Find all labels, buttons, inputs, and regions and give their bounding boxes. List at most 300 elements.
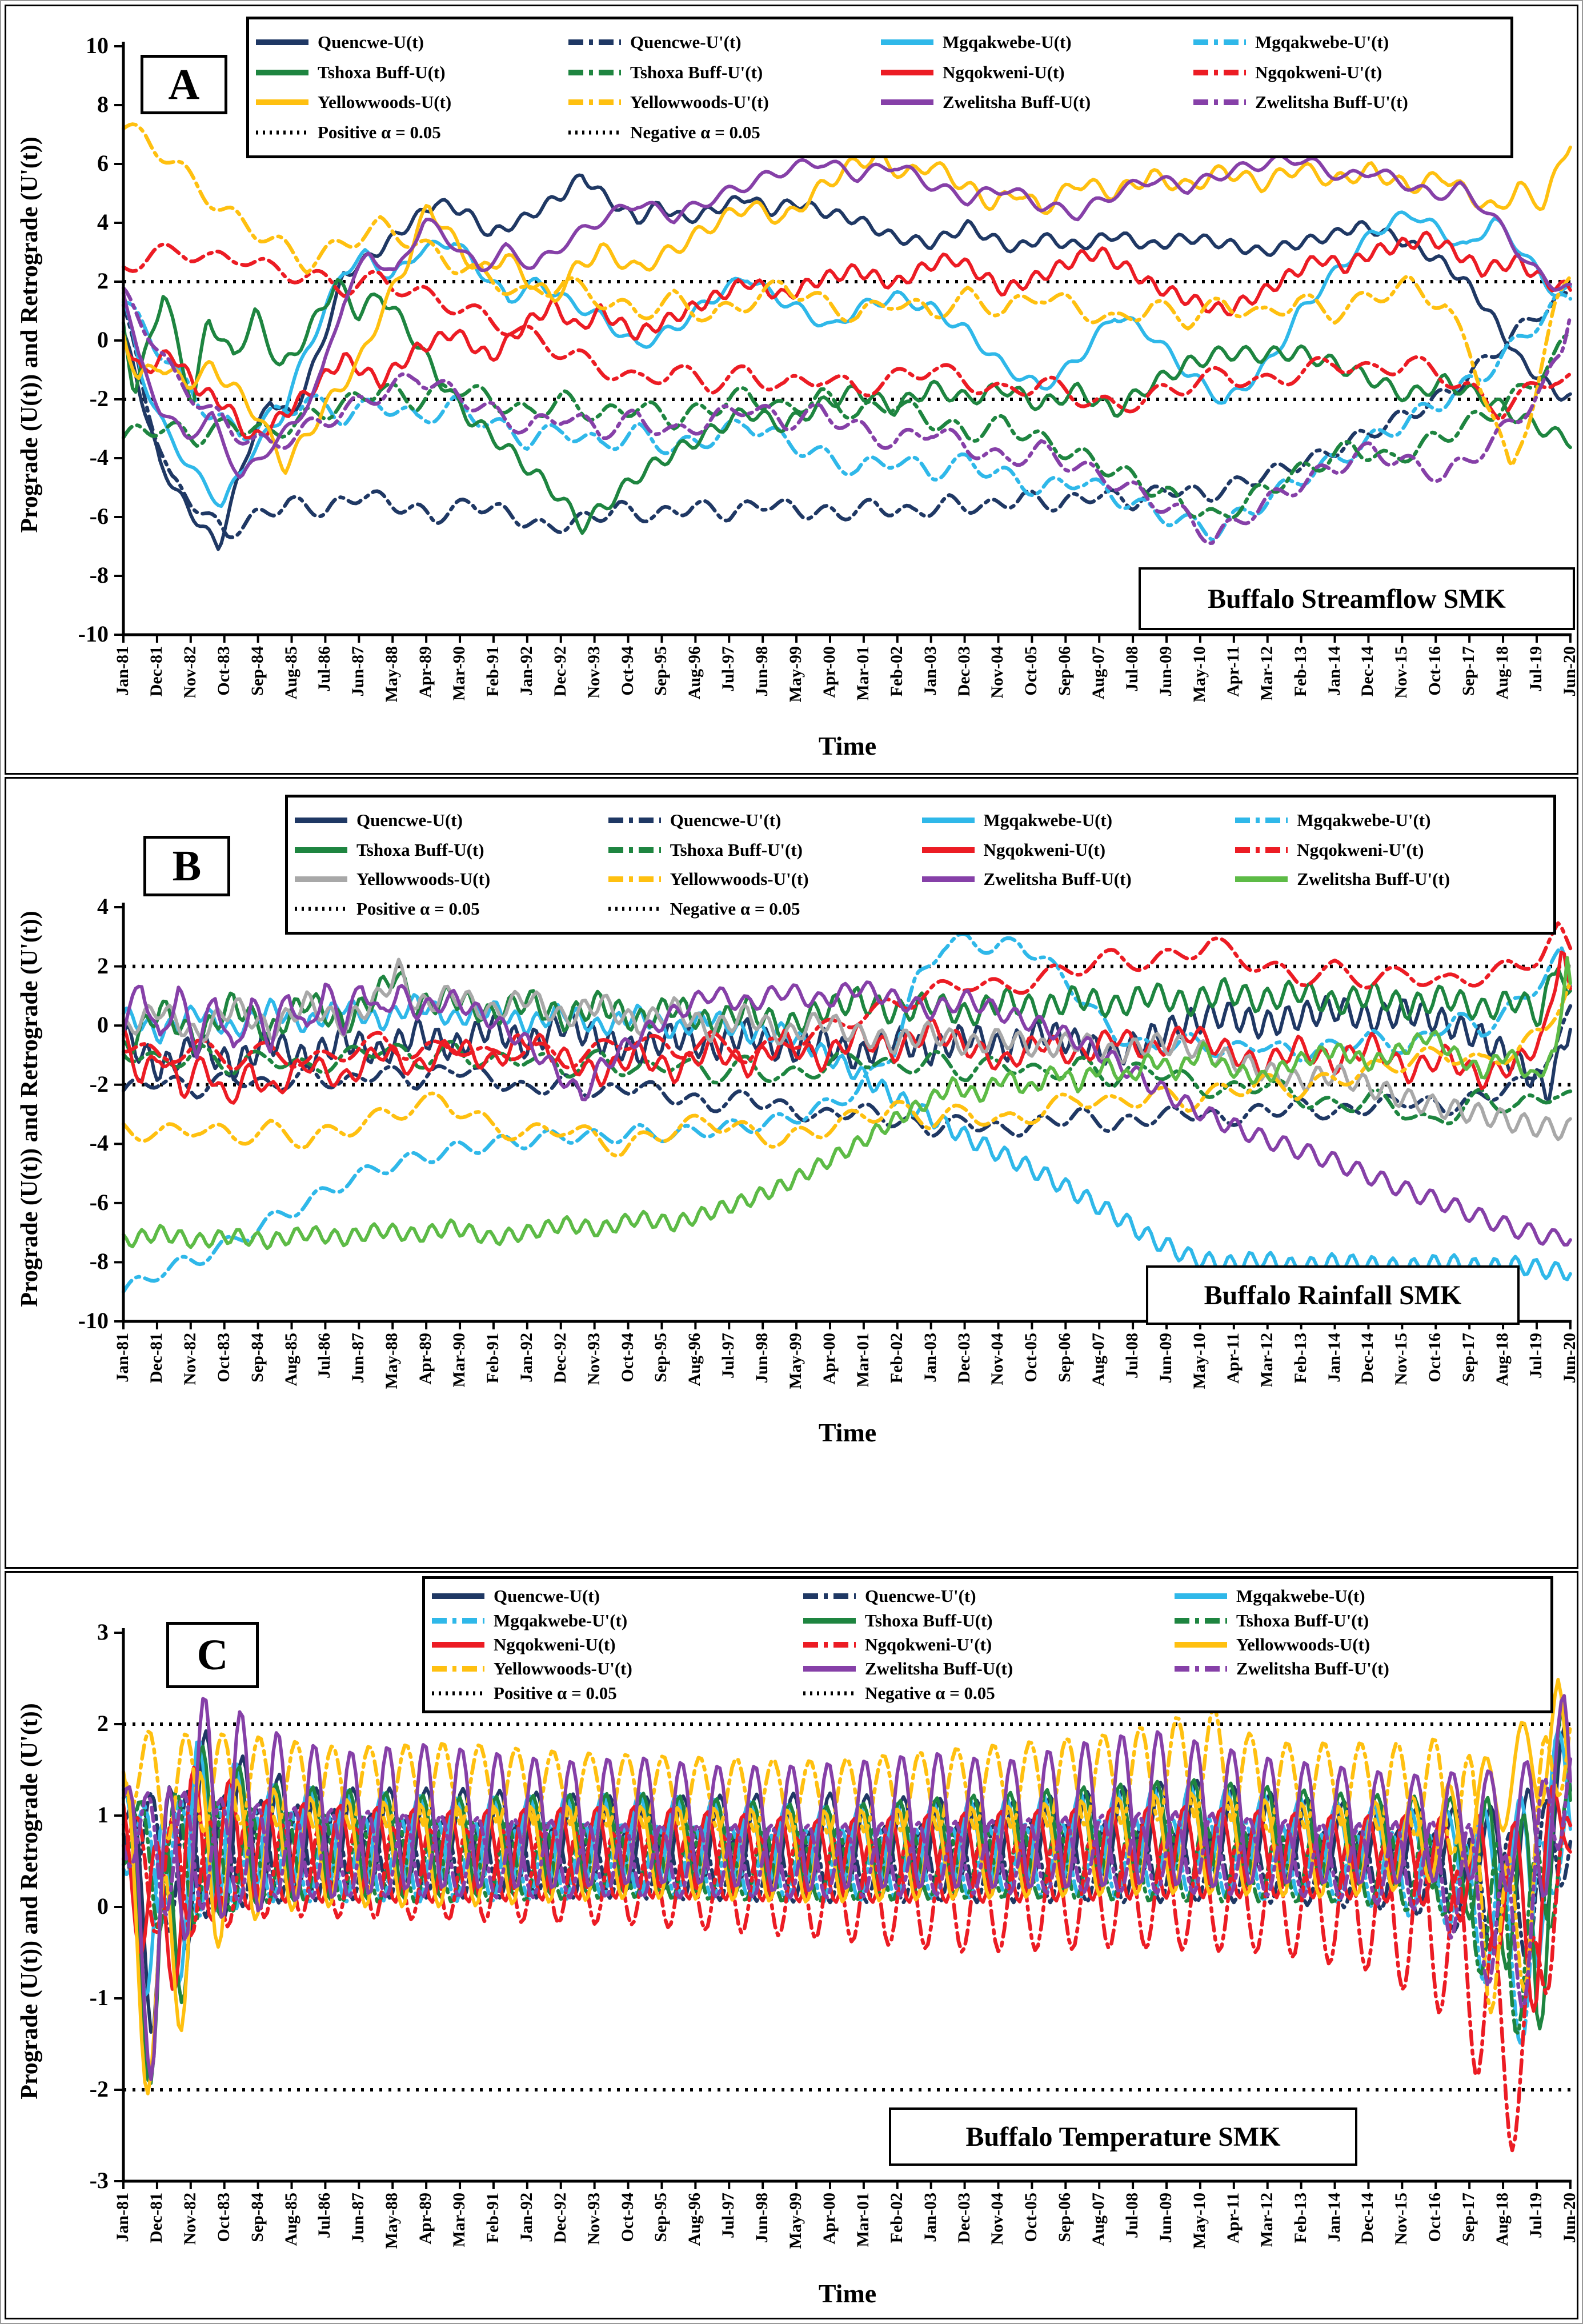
legend-item [255,32,567,53]
legend-swatch-solid-icon [921,815,976,826]
x-tick-label: Jun-20 [1560,2193,1579,2243]
x-tick-label: Oct-16 [1425,1333,1445,1383]
x-tick-label: Mar-12 [1257,2193,1276,2247]
legend-label: Yellowwoods-U(t) [1236,1634,1370,1654]
legend-label: Tshoxa Buff-U(t) [865,1610,993,1630]
x-tick-label: Mar-01 [853,646,872,701]
x-tick-label: Sep-06 [1055,2193,1075,2242]
x-tick-label: Aug-85 [281,646,300,700]
x-tick-label: Sep-95 [651,646,671,696]
x-tick-label: Sep-95 [651,2193,671,2242]
x-tick-label: Jun-87 [348,646,368,697]
y-axis-label-wrap [10,884,50,1333]
legend-swatch-solid-icon [802,1616,857,1626]
y-tick-label: 2 [97,1710,109,1736]
legend-label: Ngqokweni-U'(t) [865,1634,992,1654]
legend-item [567,92,880,113]
chart-title-badge: Buffalo Temperature SMK [889,2107,1357,2166]
legend-item [1192,32,1505,53]
y-tick-label: -6 [89,503,109,529]
x-tick-label: Nov-15 [1392,1333,1411,1385]
y-tick-label: 8 [97,91,109,117]
x-tick-label: Nov-93 [584,2193,603,2245]
x-tick-label: Jul-08 [1123,1333,1142,1379]
legend-a [246,17,1513,158]
x-tick-label: Jan-81 [113,646,132,696]
x-tick-label: Jul-97 [719,646,738,692]
legend-item [1173,1610,1545,1631]
x-tick-label: Dec-14 [1358,2193,1377,2243]
x-tick-label: Jun-09 [1156,2193,1175,2243]
x-tick-label: Jan-81 [113,1333,132,1383]
y-tick-label: 10 [86,33,109,58]
x-tick-label: Dec-14 [1358,646,1377,697]
x-tick-label: May-99 [786,1333,805,1389]
y-tick-label: 1 [97,1802,109,1828]
x-tick-label: Sep-06 [1055,1333,1075,1383]
legend-item [1234,840,1548,860]
y-tick-label: -4 [89,1130,109,1156]
x-tick-label: Apr-11 [1223,1333,1243,1384]
x-axis-title: Time [818,2279,877,2308]
x-tick-label: Jul-86 [315,646,334,692]
legend-item [1173,1586,1545,1606]
legend-label: Ngqokweni-U(t) [983,839,1106,860]
legend-item [431,1658,802,1679]
x-tick-label: Jan-92 [516,646,536,696]
legend-label: Yellowwoods-U'(t) [494,1658,632,1679]
x-tick-label: Feb-02 [887,2193,906,2243]
x-tick-label: Sep-95 [651,1333,671,1383]
legend-swatch-solid-icon [255,67,310,78]
x-tick-label: Mar-90 [450,1333,469,1388]
legend-label: Mgqakwebe-U(t) [983,810,1113,830]
legend-swatch-dashdot-icon [802,1640,857,1650]
legend-item [1173,1634,1545,1655]
legend-swatch-dashdot-icon [607,874,662,884]
legend-swatch-solid-icon [1234,874,1289,884]
x-tick-label: Jun-20 [1560,1333,1579,1384]
legend-swatch-dashdot-icon [1173,1664,1228,1674]
y-tick-label: -10 [78,621,109,647]
y-tick-label: 4 [97,209,109,235]
legend-swatch-solid-icon [921,845,976,855]
y-tick-label: -8 [89,1248,109,1275]
legend-item [880,62,1192,83]
x-tick-label: Jan-03 [920,2193,940,2242]
legend-label: Mgqakwebe-U'(t) [1255,32,1389,53]
legend-label: Positive α = 0.05 [494,1682,617,1703]
x-tick-label: Apr-89 [416,646,435,698]
x-tick-label: Jan-14 [1324,2193,1344,2242]
x-tick-label: May-88 [382,2193,402,2249]
legend-swatch-solid-icon [880,97,935,107]
legend-swatch-dotted-icon [255,127,310,138]
legend-swatch-solid-icon [1173,1640,1228,1650]
y-axis-label: Prograde (U(t)) and Retrograde (U'(t)) [17,1703,43,2099]
y-tick-label: -1 [89,1985,109,2010]
legend-swatch-dotted-icon [294,904,348,914]
x-tick-label: Aug-07 [1089,646,1108,700]
legend-label: Zwelitsha Buff-U'(t) [1297,869,1450,889]
legend-item [294,810,607,831]
x-tick-label: May-99 [786,2193,805,2249]
chart-title-badge: Buffalo Rainfall SMK [1146,1265,1520,1325]
y-tick-label: 0 [97,1893,109,1919]
x-tick-label: Jun-98 [752,646,772,697]
x-tick-label: Sep-17 [1459,1333,1478,1383]
x-tick-label: Sep-84 [247,1333,267,1383]
legend-item [607,869,921,889]
x-tick-label: Feb-91 [483,1333,502,1384]
legend-label: Negative α = 0.05 [630,122,760,142]
x-tick-label: Sep-84 [247,2193,267,2242]
legend-swatch-solid-icon [294,845,348,855]
y-tick-label: -3 [89,2167,109,2193]
legend-item [431,1610,802,1631]
x-tick-label: Nov-93 [584,646,603,699]
legend-swatch-solid-icon [802,1664,857,1674]
x-tick-label: Apr-00 [819,646,839,698]
x-tick-label: Mar-90 [450,2193,469,2247]
legend-item [921,810,1235,831]
legend-item [921,840,1235,860]
x-tick-label: Aug-18 [1493,2193,1512,2246]
x-tick-label: Feb-13 [1291,646,1310,697]
legend-swatch-dashdot-icon [607,845,662,855]
legend-label: Zwelitsha Buff-U(t) [983,869,1132,889]
x-tick-label: Aug-96 [685,646,704,700]
legend-swatch-dashdot-icon [1192,97,1247,107]
y-tick-label: 0 [97,1012,109,1038]
legend-label: Ngqokweni-U'(t) [1255,62,1382,82]
x-tick-label: Jul-19 [1526,646,1545,692]
x-tick-label: Feb-13 [1291,1333,1310,1384]
x-tick-label: Aug-07 [1089,2193,1108,2246]
x-tick-label: Dec-92 [550,1333,570,1384]
legend-item [880,32,1192,53]
x-tick-label: May-10 [1189,1333,1209,1389]
x-tick-label: Apr-00 [819,2193,839,2245]
x-tick-label: Mar-01 [853,2193,872,2247]
x-tick-label: Jun-98 [752,1333,772,1384]
y-axis-label-wrap [10,23,50,646]
x-tick-label: Jul-19 [1526,2193,1545,2239]
x-tick-label: Mar-90 [450,646,469,701]
y-tick-label: 3 [97,1619,109,1645]
legend-label: Ngqokweni-U(t) [943,62,1065,82]
legend-item [607,899,921,919]
x-tick-label: Nov-04 [988,646,1007,699]
x-tick-label: Apr-00 [819,1333,839,1385]
legend-label: Ngqokweni-U(t) [494,1634,616,1654]
legend-label: Yellowwoods-U'(t) [670,869,809,889]
panel-letter-badge: A [141,55,227,114]
legend-swatch-solid-icon [921,874,976,884]
x-tick-label: May-88 [382,1333,402,1389]
legend-swatch-solid-icon [880,37,935,47]
x-tick-label: Aug-85 [281,2193,300,2246]
legend-swatch-dashdot-icon [1192,37,1247,47]
legend-label: Mgqakwebe-U(t) [1236,1586,1365,1606]
panel-letter-badge: B [143,836,230,896]
x-tick-label: Oct-83 [214,646,233,696]
legend-label: Quencwe-U'(t) [865,1586,976,1606]
x-tick-label: Feb-13 [1291,2193,1310,2243]
x-tick-label: Dec-14 [1358,1333,1377,1384]
x-tick-label: Jan-92 [516,2193,536,2242]
x-tick-label: Mar-12 [1257,646,1276,701]
x-tick-label: Aug-96 [685,2193,704,2246]
x-tick-label: May-10 [1189,2193,1209,2249]
x-tick-label: Oct-83 [214,2193,233,2242]
x-tick-label: Oct-83 [214,1333,233,1383]
legend-item [802,1683,1173,1704]
legend-swatch-dashdot-icon [1234,845,1289,855]
x-tick-label: Sep-17 [1459,646,1478,696]
legend-label: Mgqakwebe-U'(t) [494,1610,628,1630]
x-tick-label: Oct-94 [618,1333,637,1383]
x-tick-label: Oct-05 [1021,2193,1041,2242]
legend-label: Zwelitsha Buff-U'(t) [1236,1658,1389,1679]
legend-swatch-dashdot-icon [1192,67,1247,78]
y-tick-label: -2 [89,386,109,411]
legend-item [1234,810,1548,831]
legend-item [431,1683,802,1704]
legend-item [255,62,567,83]
legend-swatch-solid-icon [294,815,348,826]
legend-item [1173,1658,1545,1679]
legend-swatch-dashdot-icon [567,67,622,78]
legend-item [802,1586,1173,1606]
x-tick-label: Aug-18 [1493,1333,1512,1387]
x-tick-label: Feb-91 [483,2193,502,2243]
legend-item [294,840,607,860]
panel-b-rainfall [5,777,1578,1569]
legend-swatch-dashdot-icon [431,1664,486,1674]
x-tick-label: Nov-82 [180,646,199,699]
legend-item [255,122,567,143]
legend-swatch-solid-icon [255,97,310,107]
y-tick-label: 2 [97,952,109,979]
x-tick-label: Dec-03 [954,2193,973,2243]
x-tick-label: Oct-16 [1425,646,1445,696]
legend-swatch-solid-icon [431,1591,486,1601]
x-tick-label: Jul-97 [719,2193,738,2239]
x-tick-label: Feb-02 [887,646,906,697]
x-tick-label: Aug-07 [1089,1333,1108,1387]
legend-item [255,92,567,113]
legend-item [294,899,607,919]
y-tick-label: -2 [89,1071,109,1097]
legend-label: Mgqakwebe-U(t) [943,32,1072,53]
legend-label: Quencwe-U'(t) [630,32,742,53]
legend-label: Quencwe-U(t) [494,1586,600,1606]
x-tick-label: Jul-86 [315,1333,334,1379]
x-tick-label: Jun-87 [348,2193,368,2243]
x-tick-label: Jun-09 [1156,646,1175,697]
chart-title-badge: Buffalo Streamflow SMK [1139,567,1575,630]
legend-swatch-dashdot-icon [567,37,622,47]
x-tick-label: May-88 [382,646,402,703]
y-tick-label: -6 [89,1189,109,1215]
y-axis-label: Prograde (U(t)) and Retrograde (U'(t)) [17,910,43,1307]
legend-item [1192,62,1505,83]
legend-swatch-dotted-icon [802,1688,857,1698]
legend-item [1192,92,1505,113]
x-tick-label: Aug-85 [281,1333,300,1387]
y-tick-label: -2 [89,2076,109,2102]
y-tick-label: 6 [97,150,109,176]
y-axis-label-wrap [10,1610,50,2193]
legend-label: Zwelitsha Buff-U(t) [943,92,1091,113]
legend-label: Positive α = 0.05 [318,122,441,142]
legend-label: Tshoxa Buff-U'(t) [670,839,803,860]
legend-item [567,122,880,143]
legend-label: Tshoxa Buff-U(t) [356,839,484,860]
x-tick-label: Jul-19 [1526,1333,1545,1379]
y-tick-label: 4 [97,893,109,919]
x-tick-label: Feb-91 [483,646,502,697]
legend-item [880,92,1192,113]
legend-label: Ngqokweni-U'(t) [1297,839,1424,860]
legend-item [431,1586,802,1606]
x-tick-label: Sep-17 [1459,2193,1478,2242]
x-tick-label: Nov-93 [584,1333,603,1385]
legend-item [802,1610,1173,1631]
legend-swatch-solid-icon [1173,1591,1228,1601]
x-tick-label: Jul-86 [315,2193,334,2239]
x-tick-label: Jul-97 [719,1333,738,1379]
x-tick-label: Nov-82 [180,1333,199,1385]
series-line-Zwelitsha Buff-U(t) [123,155,1570,478]
legend-label: Negative α = 0.05 [865,1682,995,1703]
x-tick-label: Oct-16 [1425,2193,1445,2242]
x-tick-label: Nov-04 [988,1333,1007,1385]
x-tick-label: Aug-96 [685,1333,704,1387]
legend-item [431,1634,802,1655]
y-tick-label: -8 [89,562,109,588]
panel-c-temperature [5,1571,1578,2319]
x-tick-label: Apr-89 [416,2193,435,2245]
legend-label: Tshoxa Buff-U'(t) [1236,1610,1369,1630]
legend-swatch-dashdot-icon [1234,815,1289,826]
x-tick-label: Dec-81 [146,646,166,697]
x-tick-label: Oct-94 [618,646,637,696]
x-tick-label: Oct-05 [1021,1333,1041,1383]
x-tick-label: Jul-08 [1123,646,1142,692]
legend-label: Zwelitsha Buff-U(t) [865,1658,1013,1679]
x-tick-label: Jun-20 [1560,646,1579,697]
x-tick-label: Jan-81 [113,2193,132,2242]
x-tick-label: Mar-01 [853,1333,872,1388]
x-tick-label: Jan-03 [920,646,940,696]
x-tick-label: May-99 [786,646,805,703]
x-tick-label: Jul-08 [1123,2193,1142,2239]
x-tick-label: Nov-15 [1392,2193,1411,2245]
legend-b [285,795,1556,935]
legend-swatch-dotted-icon [431,1688,486,1698]
x-tick-label: Sep-84 [247,646,267,696]
legend-label: Yellowwoods-U(t) [356,869,491,889]
x-tick-label: Jan-03 [920,1333,940,1383]
legend-swatch-dotted-icon [607,904,662,914]
x-tick-label: Jun-98 [752,2193,772,2243]
x-tick-label: Jan-14 [1324,646,1344,696]
x-tick-label: Apr-11 [1223,2193,1243,2243]
legend-item [607,810,921,831]
x-tick-label: Feb-02 [887,1333,906,1384]
x-tick-label: Oct-05 [1021,646,1041,696]
legend-item [921,869,1235,889]
y-axis-label: Prograde (U(t)) and Retrograde (U'(t)) [17,137,43,533]
x-tick-label: Jun-09 [1156,1333,1175,1384]
legend-label: Tshoxa Buff-U'(t) [630,62,763,82]
y-tick-label: -4 [89,444,109,470]
x-tick-label: Dec-81 [146,1333,166,1384]
legend-item [294,869,607,889]
legend-label: Quencwe-U'(t) [670,810,782,830]
legend-item [802,1658,1173,1679]
x-tick-label: Jan-92 [516,1333,536,1383]
y-tick-label: 2 [97,268,109,294]
x-tick-label: Dec-81 [146,2193,166,2243]
legend-swatch-solid-icon [294,874,348,884]
legend-label: Tshoxa Buff-U(t) [318,62,446,82]
x-tick-label: Jan-14 [1324,1333,1344,1383]
legend-swatch-dashdot-icon [567,97,622,107]
panel-a-streamflow [5,5,1578,775]
legend-swatch-dotted-icon [567,127,622,138]
legend-item [607,840,921,860]
x-tick-label: Mar-12 [1257,1333,1276,1388]
x-tick-label: Nov-82 [180,2193,199,2245]
legend-label: Negative α = 0.05 [670,899,800,919]
x-tick-label: Apr-89 [416,1333,435,1385]
x-tick-label: Aug-18 [1493,646,1512,700]
x-tick-label: Dec-03 [954,646,973,697]
x-tick-label: Dec-92 [550,2193,570,2243]
y-tick-label: 0 [97,327,109,352]
legend-item [802,1634,1173,1655]
legend-item [1234,869,1548,889]
legend-label: Yellowwoods-U(t) [318,92,452,113]
legend-label: Quencwe-U(t) [356,810,463,830]
x-tick-label: Sep-06 [1055,646,1075,696]
legend-swatch-solid-icon [880,67,935,78]
legend-swatch-dashdot-icon [802,1591,857,1601]
x-tick-label: Oct-94 [618,2193,637,2242]
x-tick-label: Jun-87 [348,1333,368,1384]
legend-label: Quencwe-U(t) [318,32,424,53]
x-axis-title: Time [818,1418,877,1447]
panel-letter-badge: C [166,1622,259,1688]
legend-item [567,32,880,53]
legend-label: Positive α = 0.05 [356,899,480,919]
legend-c [422,1576,1553,1713]
x-tick-label: Apr-11 [1223,646,1243,697]
x-axis-title: Time [818,731,877,760]
legend-label: Yellowwoods-U'(t) [630,92,769,113]
legend-swatch-dashdot-icon [607,815,662,826]
legend-label: Zwelitsha Buff-U'(t) [1255,92,1408,113]
x-tick-label: Dec-92 [550,646,570,697]
x-tick-label: Nov-04 [988,2193,1007,2245]
legend-swatch-solid-icon [431,1640,486,1650]
legend-swatch-dashdot-icon [431,1616,486,1626]
x-tick-label: Nov-15 [1392,646,1411,699]
y-tick-label: -10 [78,1308,109,1333]
